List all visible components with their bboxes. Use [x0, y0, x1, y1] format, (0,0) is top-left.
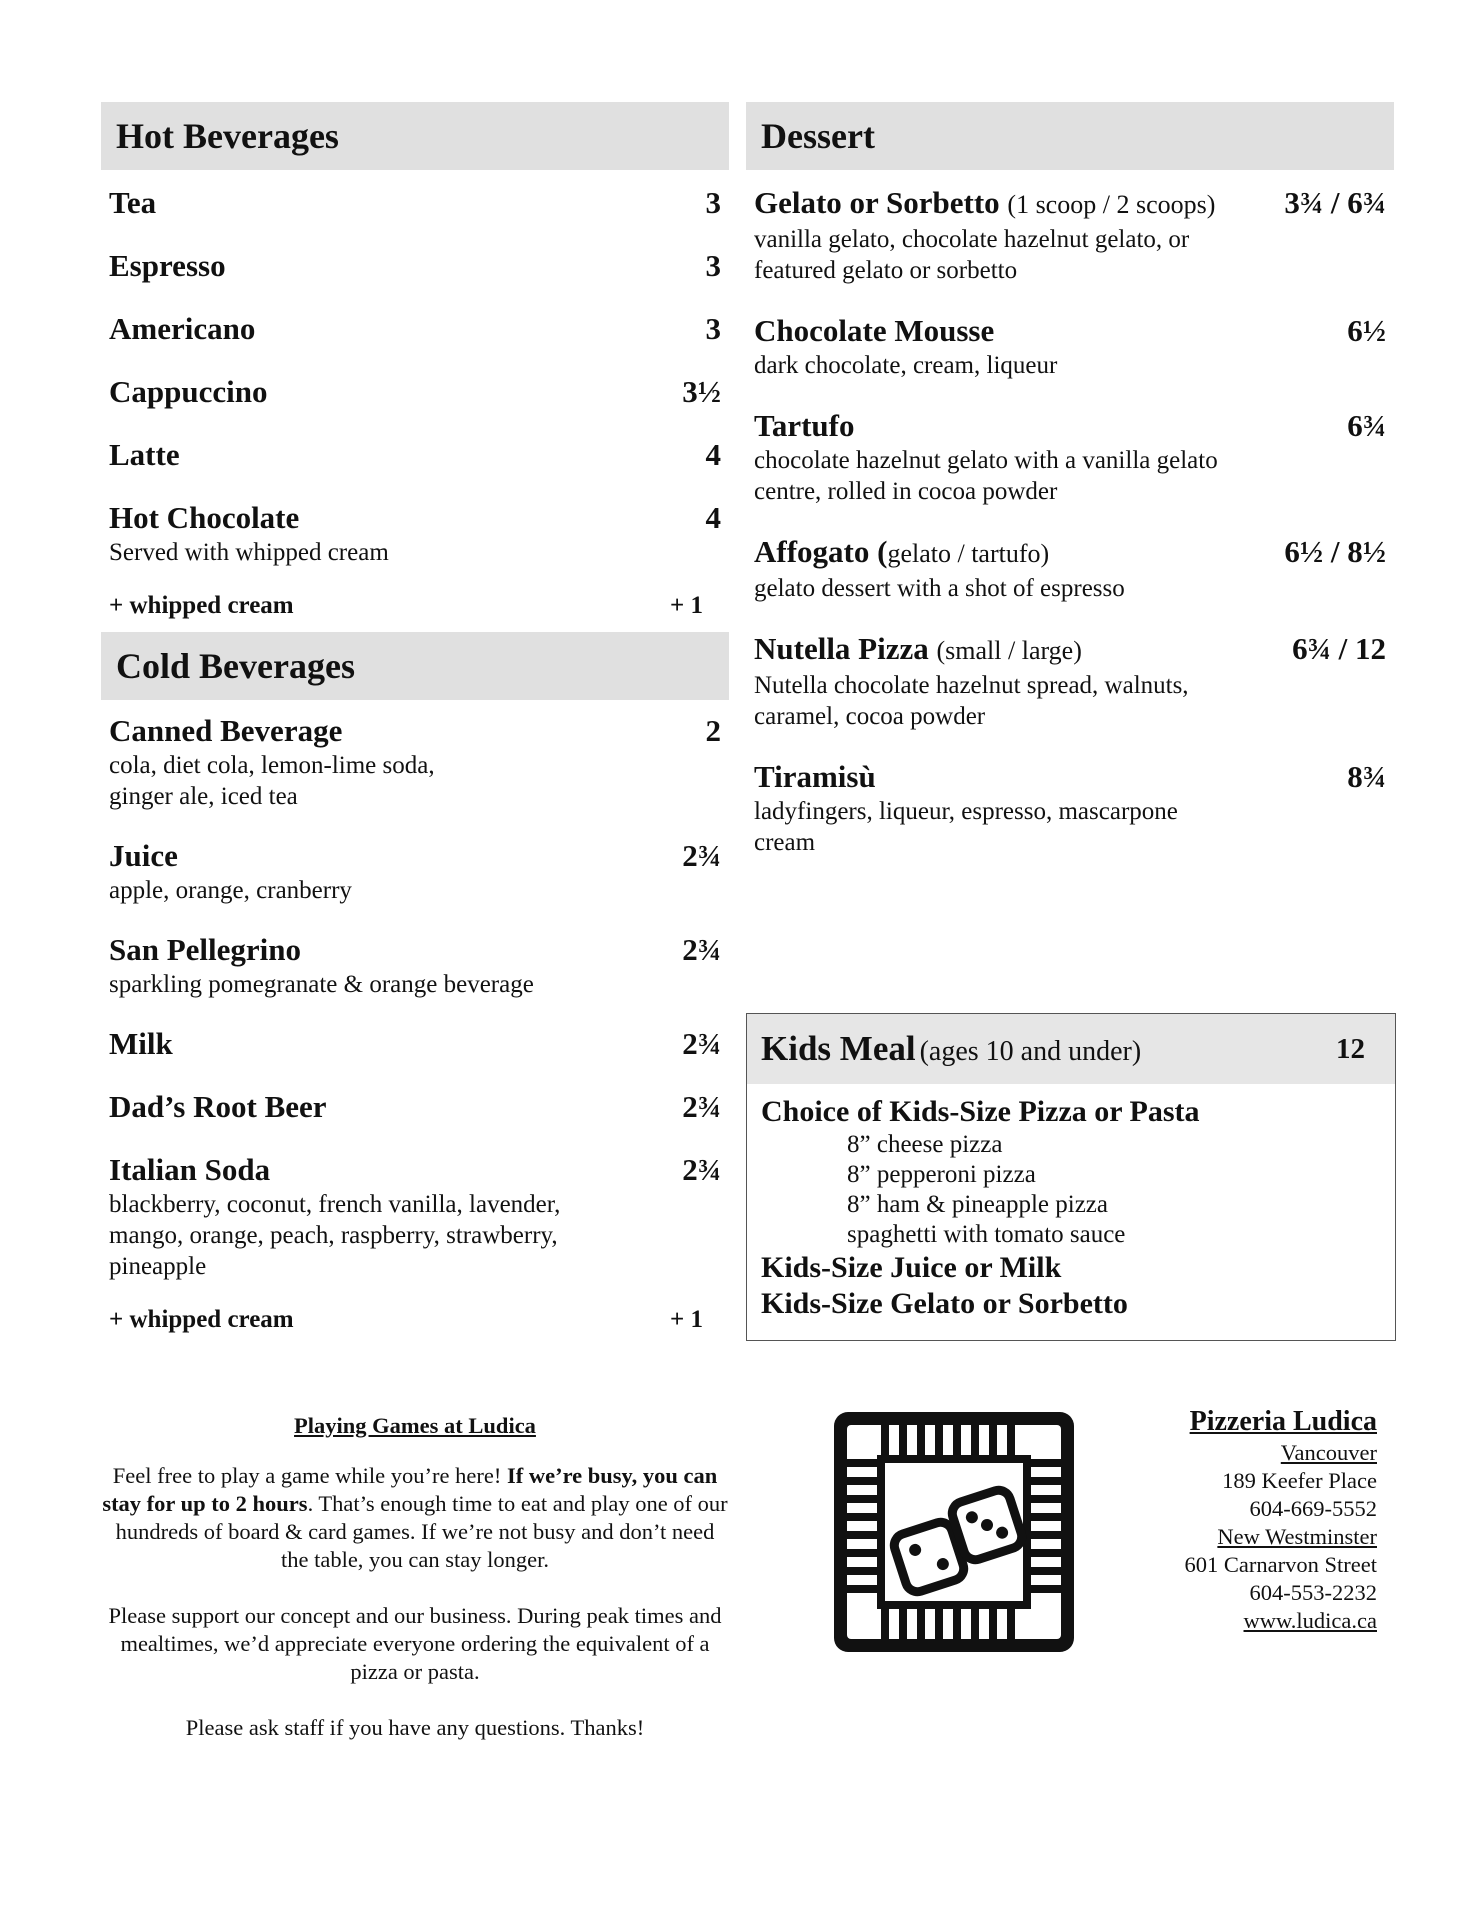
item-description: centre, rolled in cocoa powder — [754, 478, 1058, 505]
menu-item-espresso — [101, 247, 729, 285]
item-description: cream — [754, 829, 816, 856]
item-name: Juice — [109, 838, 178, 873]
item-description: Served with whipped cream — [109, 539, 389, 566]
kids-drink: Kids-Size Juice or Milk — [761, 1251, 1062, 1284]
item-price: 2 — [705, 713, 721, 748]
games-info — [101, 1412, 729, 1770]
item-price: 2¾ — [682, 932, 721, 967]
menu-item-hot-chocolate — [101, 499, 729, 568]
right-column — [746, 102, 1394, 858]
item-description: caramel, cocoa powder — [754, 703, 986, 730]
menu-item-chocolate-mousse — [746, 312, 1394, 381]
menu-item-tiramisu — [746, 758, 1394, 858]
item-description: featured gelato or sorbetto — [754, 257, 1018, 284]
item-name: Tartufo — [754, 408, 855, 443]
item-price: 2¾ — [682, 1152, 721, 1187]
games-paragraph-3: Please ask staff if you have any questions. Thanks! — [185, 1715, 645, 1740]
item-name: San Pellegrino — [109, 932, 302, 967]
item-name: Americano — [109, 311, 256, 346]
left-column — [101, 102, 729, 1336]
item-price: 2¾ — [682, 1089, 721, 1124]
kids-option: 8” ham & pineapple pizza — [847, 1191, 1108, 1218]
menu-item-canned-beverage — [101, 712, 729, 812]
item-price: 4 — [705, 437, 721, 472]
item-description: apple, orange, cranberry — [109, 877, 352, 904]
item-description: cola, diet cola, lemon-lime soda, — [109, 752, 435, 779]
cold-beverages-header: Cold Beverages — [101, 632, 729, 700]
item-description: pineapple — [109, 1253, 207, 1280]
restaurant-name: Pizzeria Ludica — [1189, 1406, 1377, 1437]
contact-info — [1077, 1405, 1377, 1635]
hot-beverages-header: Hot Beverages — [101, 102, 729, 170]
item-description: gelato dessert with a shot of espresso — [754, 575, 1125, 602]
item-name: Chocolate Mousse — [754, 313, 995, 348]
addon-price: + 1 — [670, 592, 703, 619]
location-link-new-westminster[interactable]: New Westminster — [1217, 1524, 1377, 1549]
item-name: Hot Chocolate — [109, 500, 300, 535]
games-text: Feel free to play a game while you’re here! — [112, 1463, 507, 1488]
menu-item-dads-root-beer — [101, 1088, 729, 1126]
menu-item-affogato — [746, 533, 1394, 604]
item-description: vanilla gelato, chocolate hazelnut gelato, or — [754, 226, 1190, 253]
item-price: 4 — [705, 500, 721, 535]
phone-vancouver: 604-669-5552 — [1249, 1496, 1377, 1521]
menu-item-americano — [101, 310, 729, 348]
address-new-westminster: 601 Carnarvon Street — [1184, 1552, 1377, 1577]
location-link-vancouver[interactable]: Vancouver — [1280, 1440, 1377, 1465]
item-description: sparkling pomegranate & orange beverage — [109, 971, 534, 998]
menu-item-gelato — [746, 184, 1394, 286]
games-text-bold: If we’re busy, you can stay for up to 2 hours — [102, 1463, 718, 1516]
kids-option: 8” cheese pizza — [847, 1131, 1003, 1158]
games-paragraph-1 — [101, 1462, 729, 1574]
item-description: mango, orange, peach, raspberry, strawberry, — [109, 1222, 558, 1249]
kids-choice: Choice of Kids-Size Pizza or Pasta — [761, 1095, 1200, 1128]
kids-meal-price: 12 — [1336, 1032, 1365, 1065]
kids-meal-box — [746, 1013, 1396, 1341]
menu-item-tea — [101, 184, 729, 222]
games-text: . That’s enough time to eat and play one of our hundreds of board & card games. If we’re not busy and don’t need the table, you can stay longer. — [115, 1491, 728, 1572]
games-paragraph-2: Please support our concept and our business. During peak times and mealtimes, we’d appreciate everyone ordering the equivalent of a pizza or pasta. — [108, 1603, 722, 1684]
phone-new-westminster: 604-553-2232 — [1249, 1580, 1377, 1605]
item-price: 8¾ — [1347, 759, 1386, 794]
item-price: 3 — [705, 248, 721, 283]
item-name: Canned Beverage — [109, 713, 343, 748]
item-note: (1 scoop / 2 scoops) — [1007, 190, 1216, 219]
item-name: Milk — [109, 1026, 173, 1061]
addon-label: + whipped cream — [109, 592, 294, 619]
menu-item-cappuccino — [101, 373, 729, 411]
item-note: (small / large) — [936, 636, 1082, 665]
item-description: Nutella chocolate hazelnut spread, walnuts, — [754, 672, 1189, 699]
item-price: 3 — [705, 185, 721, 220]
kids-option: 8” pepperoni pizza — [847, 1161, 1036, 1188]
item-description: ladyfingers, liqueur, espresso, mascarpone — [754, 798, 1178, 825]
menu-item-juice — [101, 837, 729, 906]
website-link[interactable]: www.ludica.ca — [1243, 1608, 1377, 1633]
kids-option: spaghetti with tomato sauce — [847, 1221, 1126, 1248]
menu-item-nutella-pizza — [746, 630, 1394, 732]
item-price: 6½ / 8½ — [1284, 534, 1386, 569]
item-name: Italian Soda — [109, 1152, 271, 1187]
menu-item-tartufo — [746, 407, 1394, 507]
kids-meal-title: Kids Meal — [761, 1029, 916, 1068]
item-description: chocolate hazelnut gelato with a vanilla gelato — [754, 447, 1218, 474]
menu-item-latte — [101, 436, 729, 474]
item-price: 6¾ — [1347, 408, 1386, 443]
item-price: 2¾ — [682, 1026, 721, 1061]
item-price: 6¾ / 12 — [1292, 631, 1386, 666]
item-name: Cappuccino — [109, 374, 268, 409]
item-name: Gelato or Sorbetto — [754, 185, 1000, 220]
dessert-header: Dessert — [746, 102, 1394, 170]
kids-meal-ages: (ages 10 and under) — [919, 1036, 1142, 1067]
item-description: dark chocolate, cream, liqueur — [754, 352, 1058, 379]
kids-meal-body — [747, 1084, 1395, 1332]
item-price: 2¾ — [682, 838, 721, 873]
menu-item-milk — [101, 1025, 729, 1063]
item-name: Espresso — [109, 248, 226, 283]
item-price: 6½ — [1347, 313, 1386, 348]
board-game-dice-icon — [829, 1407, 1079, 1657]
item-name: Nutella Pizza — [754, 631, 929, 666]
address-vancouver: 189 Keefer Place — [1222, 1468, 1377, 1493]
item-name: Tea — [109, 185, 157, 220]
item-description: ginger ale, iced tea — [109, 783, 298, 810]
item-name: Dad’s Root Beer — [109, 1089, 327, 1124]
addon-label: + whipped cream — [109, 1306, 294, 1333]
menu-item-italian-soda — [101, 1151, 729, 1282]
kids-dessert: Kids-Size Gelato or Sorbetto — [761, 1287, 1128, 1320]
item-name: Latte — [109, 437, 180, 472]
item-price: 3¾ / 6¾ — [1284, 185, 1386, 220]
item-name: Affogato ( — [754, 534, 888, 569]
item-name: Tiramisù — [754, 759, 876, 794]
games-title: Playing Games at Ludica — [294, 1413, 536, 1438]
addon-price: + 1 — [670, 1306, 703, 1333]
kids-meal-header — [747, 1014, 1395, 1084]
addon-whipped-cream — [101, 590, 729, 622]
item-note: gelato / tartufo) — [887, 539, 1050, 568]
item-price: 3½ — [682, 374, 721, 409]
menu-item-san-pellegrino — [101, 931, 729, 1000]
item-description: blackberry, coconut, french vanilla, lavender, — [109, 1191, 561, 1218]
addon-whipped-cream — [101, 1304, 729, 1336]
item-price: 3 — [705, 311, 721, 346]
